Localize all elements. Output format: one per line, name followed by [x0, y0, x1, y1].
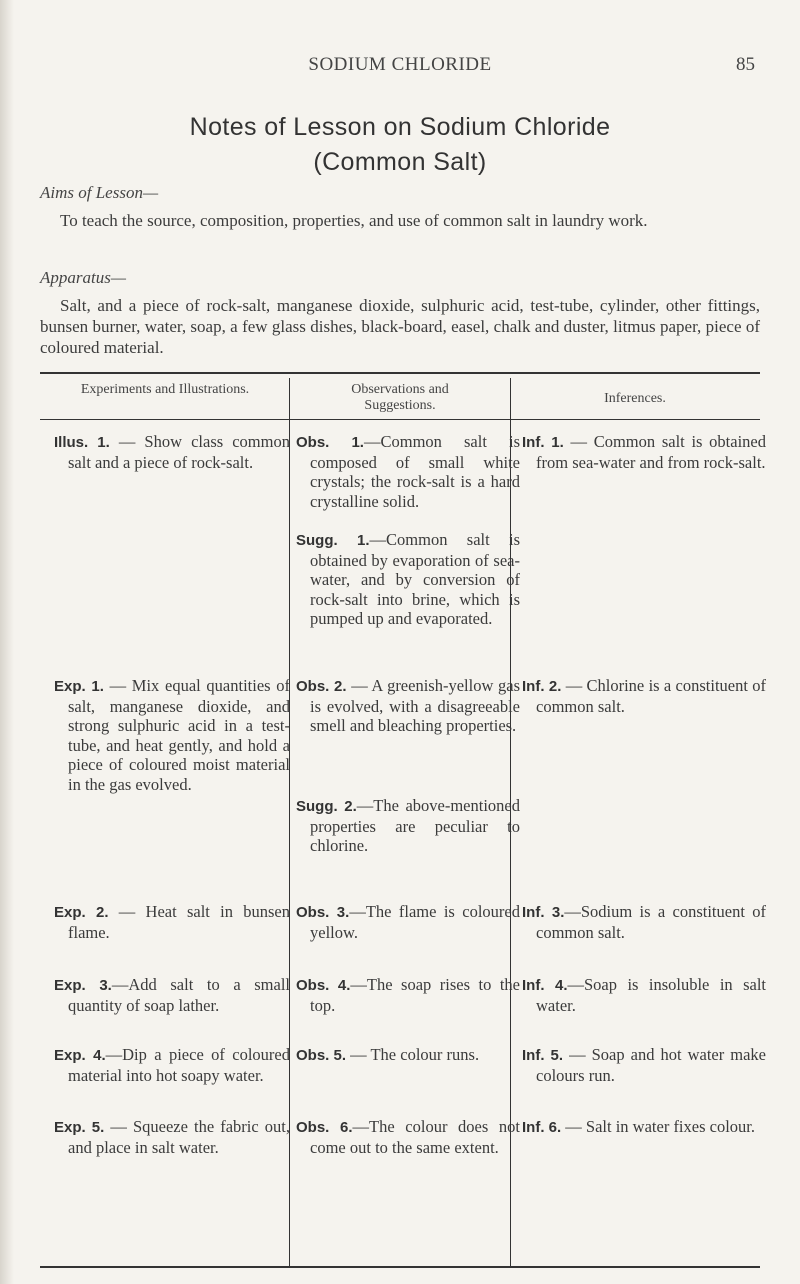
- entry-text: —Common salt is obtained by evaporation of sea-water, and by conversion of rock-salt into brine, which is pumped up and evaporated.: [310, 530, 520, 628]
- entry-text: —Common salt is composed of small white crystals; the rock-salt is a hard crystalline solid.: [310, 432, 520, 511]
- entry-label: Exp. 2.: [54, 904, 109, 921]
- entry-label: Inf. 2.: [522, 678, 562, 695]
- entry-text: — Show class common salt and a piece of rock-salt.: [68, 432, 290, 472]
- entry-text: — A greenish-yellow gas is evolved, with a disagreeable smell and bleaching properties.: [310, 676, 520, 735]
- col1-entry: [54, 975, 290, 1015]
- table-bottom-rule: [40, 1266, 760, 1268]
- entry-label: Inf. 6.: [522, 1119, 562, 1136]
- col1-entry: [54, 432, 290, 472]
- col2-entry: [296, 1045, 520, 1066]
- entry-text: —Add salt to a small quantity of soap lather.: [68, 975, 291, 1015]
- entry-label: Exp. 4.: [54, 1047, 106, 1064]
- entry-text: — Heat salt in bunsen flame.: [68, 902, 291, 942]
- col1-entry: [54, 1117, 290, 1157]
- col3-entry: [522, 676, 766, 716]
- apparatus-heading: Apparatus—: [40, 268, 126, 287]
- entry-text: —The colour does not come out to the same extent.: [310, 1117, 520, 1157]
- aims-heading: Aims of Lesson—: [40, 183, 159, 202]
- lesson-title: [0, 110, 800, 180]
- entry-text: — Mix equal quantities of salt, manganese dioxide, and strong sulphuric acid in a test-tube, and heat gently, and hold a piece of coloured moist material in the gas evolved.: [68, 676, 290, 794]
- entry-label: Obs. 1.: [296, 434, 364, 451]
- entry-label: Illus. 1.: [54, 434, 110, 451]
- col1-entry: [54, 902, 290, 942]
- running-head: SODIUM CHLORIDE: [308, 54, 492, 75]
- entry-label: Inf. 4.: [522, 977, 568, 994]
- entry-label: Inf. 5.: [522, 1047, 564, 1064]
- title-line-1: Notes of Lesson on Sodium Chloride: [189, 113, 611, 141]
- header-inferences: Inferences.: [604, 391, 666, 406]
- entry-text: —Soap is insoluble in salt water.: [536, 975, 767, 1015]
- col3-entry: [522, 902, 766, 942]
- col2-entry: [296, 975, 520, 1015]
- entry-label: Exp. 3.: [54, 977, 112, 994]
- entry-text: —The flame is coloured yellow.: [310, 902, 520, 942]
- col3-entry: [522, 432, 766, 472]
- entry-label: Exp. 5.: [54, 1119, 105, 1136]
- page-gutter-shadow: [0, 0, 14, 1284]
- entry-label: Obs. 3.: [296, 904, 350, 921]
- entry-label: Obs. 4.: [296, 977, 351, 994]
- entry-label: Obs. 5.: [296, 1047, 347, 1064]
- table-top-rule: [40, 372, 760, 374]
- entry-label: Obs. 2.: [296, 678, 347, 695]
- entry-text: — Squeeze the fabric out, and place in salt water.: [68, 1117, 290, 1157]
- entry-text: — Common salt is obtained from sea-water and from rock-salt.: [536, 432, 766, 472]
- entry-label: Obs. 6.: [296, 1119, 353, 1136]
- page-number: 85: [736, 54, 755, 75]
- entry-text: —The soap rises to the top.: [310, 975, 520, 1015]
- entry-text: — Salt in water fixes colour.: [561, 1117, 756, 1136]
- entry-label: Exp. 1.: [54, 678, 104, 695]
- entry-text: — The colour runs.: [346, 1045, 480, 1064]
- col2-entry: [296, 1117, 520, 1157]
- entry-text: —Sodium is a constituent of common salt.: [536, 902, 766, 942]
- col2-entry: [296, 530, 520, 629]
- col2-entry: [296, 676, 520, 736]
- aims-text: To teach the source, composition, properties, and use of common salt in laundry work.: [60, 211, 648, 230]
- entry-text: — Chlorine is a constituent of common salt.: [536, 676, 766, 716]
- col1-entry: [54, 676, 290, 794]
- col3-entry: [522, 1117, 766, 1138]
- header-experiments: Experiments and Illustrations.: [80, 382, 250, 397]
- title-line-2: (Common Salt): [313, 148, 487, 176]
- entry-label: Sugg. 2.: [296, 798, 357, 815]
- entry-label: Inf. 3.: [522, 904, 565, 921]
- col3-entry: [522, 975, 766, 1015]
- col2-entry: [296, 432, 520, 511]
- col3-entry: [522, 1045, 766, 1085]
- entry-text: — Soap and hot water make colours run.: [536, 1045, 767, 1085]
- col2-entry: [296, 902, 520, 942]
- table-header-rule: [40, 419, 760, 420]
- entry-label: Inf. 1.: [522, 434, 564, 451]
- header-observations: Observations and Suggestions.: [351, 382, 449, 413]
- col2-entry: [296, 796, 520, 856]
- entry-text: —The above-mentioned properties are peculiar to chlorine.: [310, 796, 520, 855]
- apparatus-text: Salt, and a piece of rock-salt, manganese dioxide, sulphuric acid, test-tube, cylinder, other fittings, bunsen burner, water, soap, a few glass dishes, black-board, easel, chalk and duster, litmus paper, piece of coloured material.: [40, 296, 760, 357]
- entry-text: —Dip a piece of coloured material into hot soapy water.: [68, 1045, 290, 1085]
- entry-label: Sugg. 1.: [296, 532, 370, 549]
- col1-entry: [54, 1045, 290, 1085]
